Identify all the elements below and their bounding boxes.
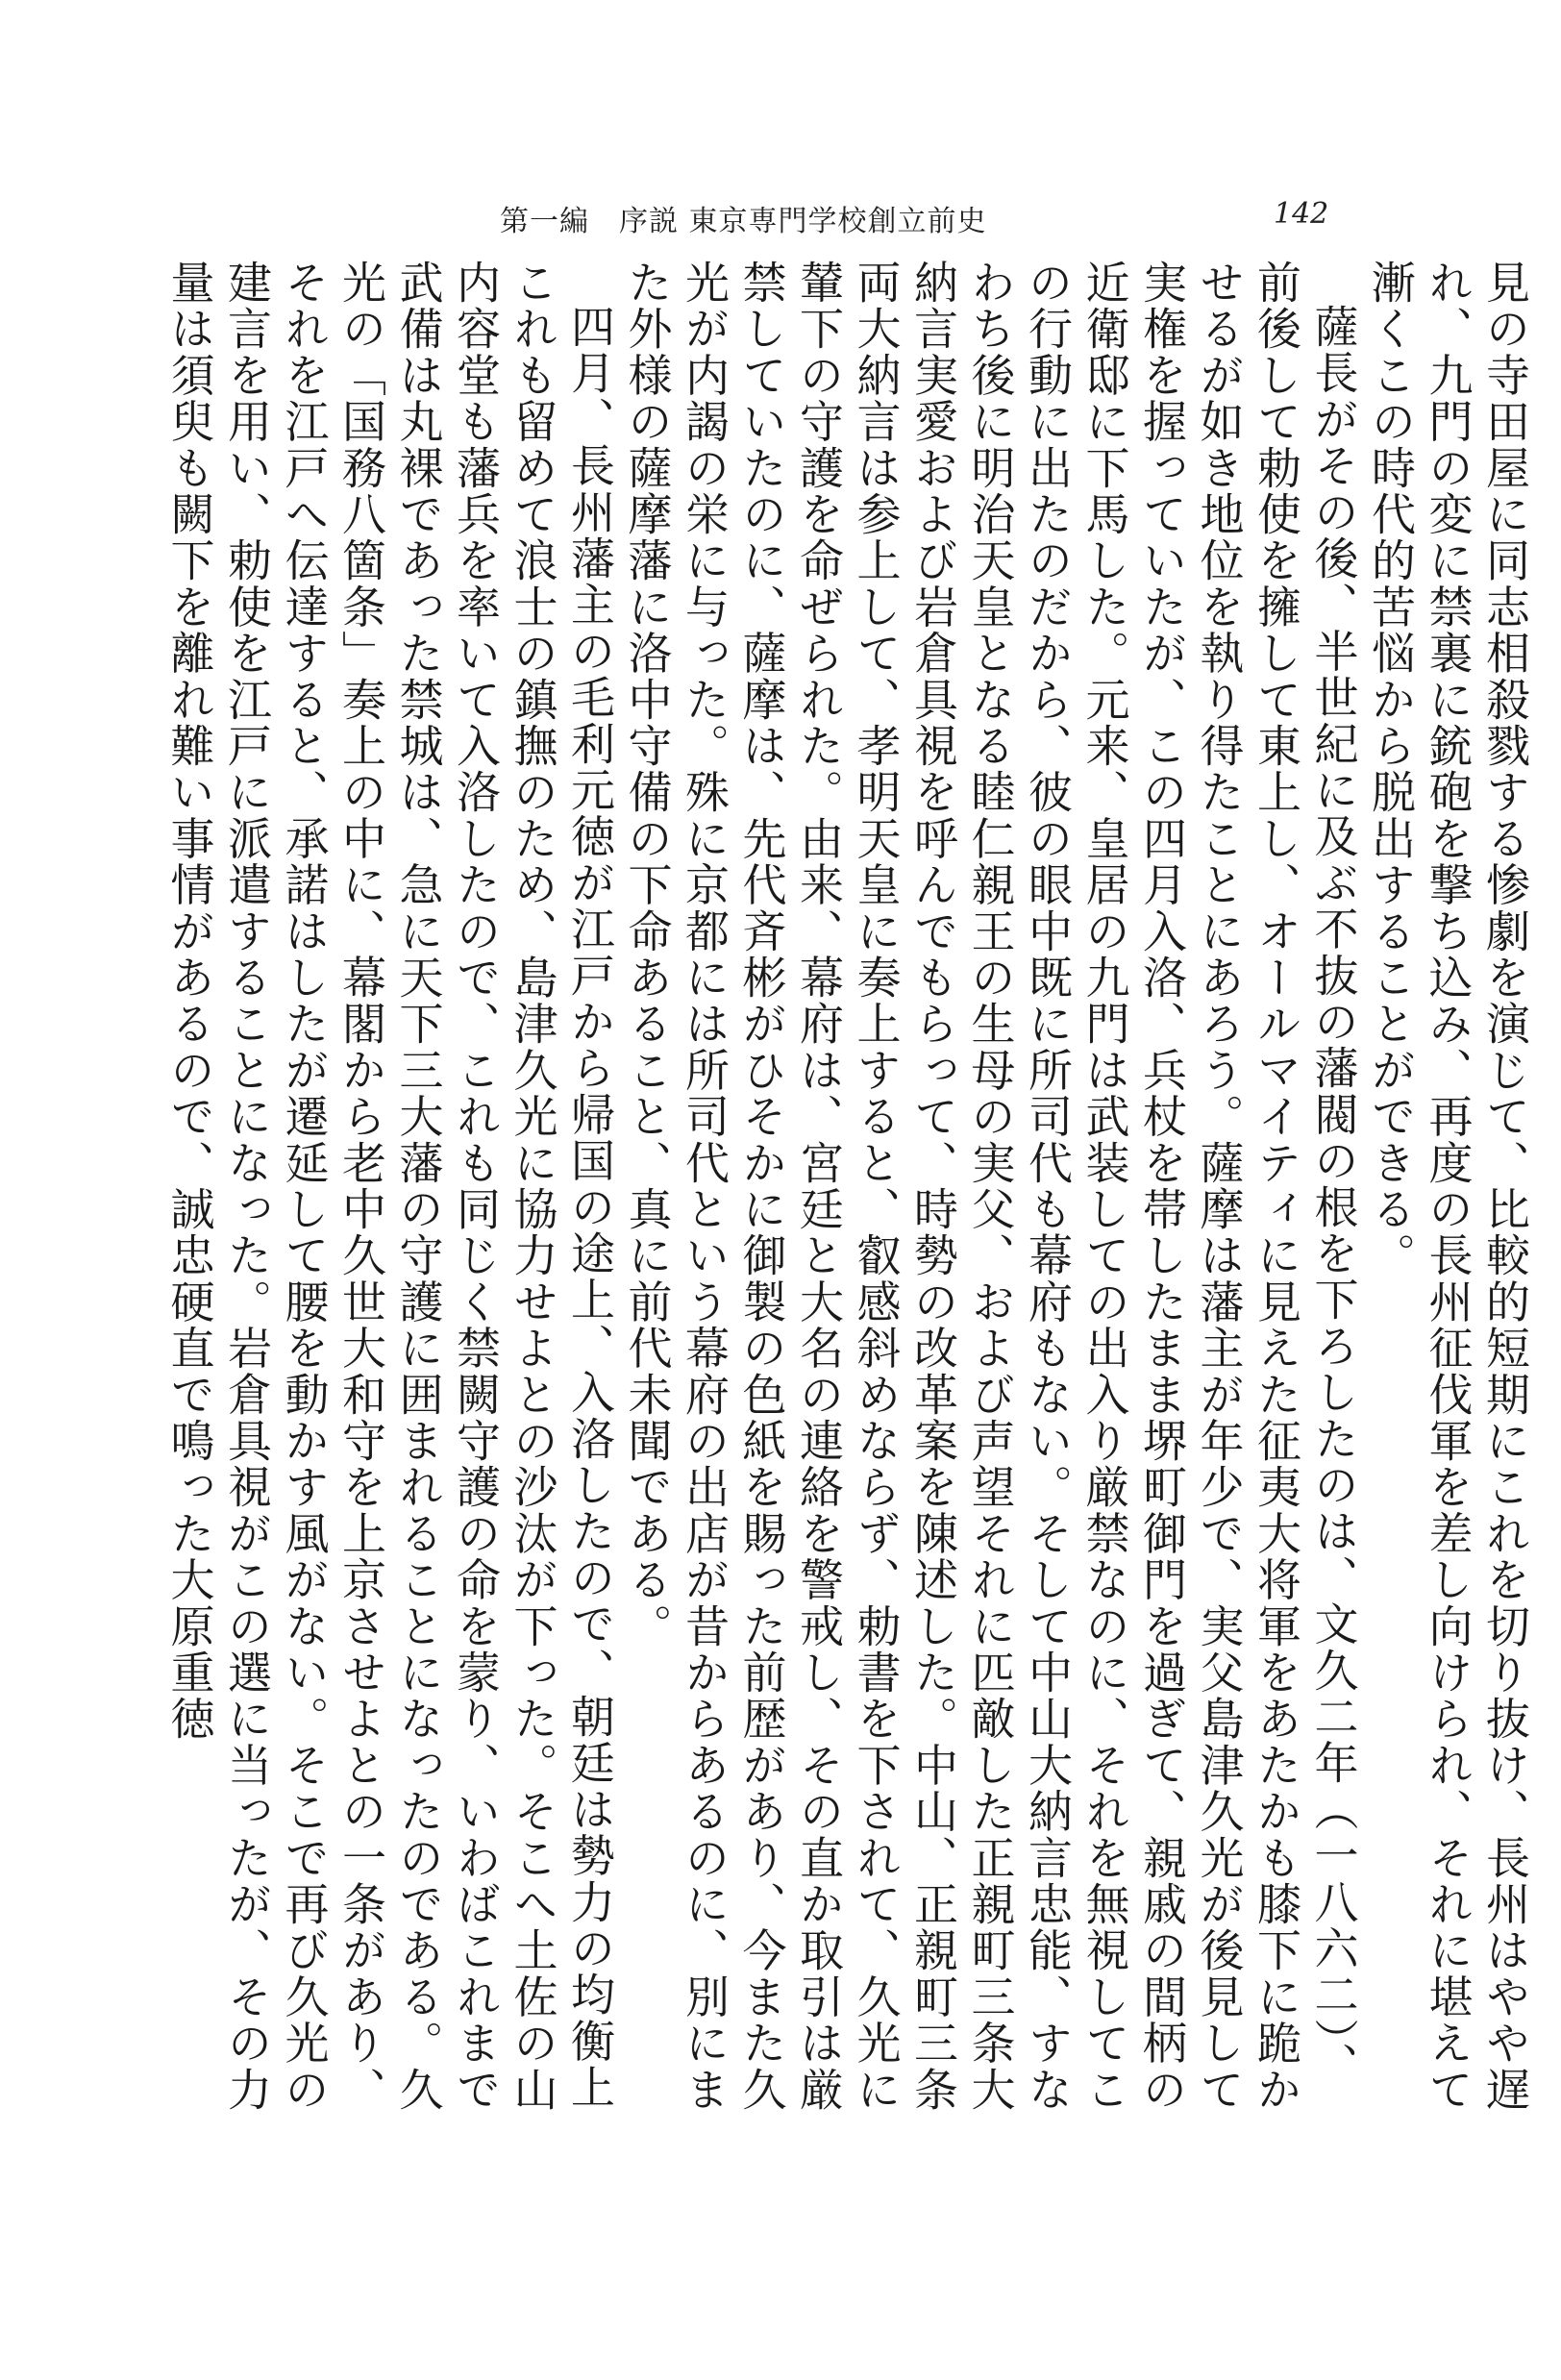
- paragraph-continued: 見の寺田屋に同志相殺戮する惨劇を演じて、比較的短期にこれを切り抜け、長州はやや遅れ、九門の変に禁裏に銃砲を撃ち込み、再度の長州征伐軍を差し向けられ、それに堪えて漸くこの時代的苦悩から脱出することができる。: [1365, 260, 1531, 2113]
- paragraph: 四月、長州藩主の毛利元徳が江戸から帰国の途上、入洛したので、朝廷は勢力の均衡上これも留めて浪士の鎮撫のため、島津久光に協力せよとの沙汰が下った。そこへ土佐の山内容堂も藩兵を率いて入洛したので、これも同じく禁闕守護の命を蒙り、いわばこれまで武備は丸裸であった禁城は、急に天下三大藩の守護に囲まれることになったのである。久光の「国務八箇条」奏上の中に、幕閣から老中久世大和守を上京させよとの一条があり、それを江戸へ伝達すると、承諾はしたが遷延して腰を動かす風がない。そこで再び久光の建言を用い、勅使を江戸に派遣することになった。岩倉具視がこの選に当ったが、その力量は須臾も闕下を離れ難い事情があるので、誠忠硬直で鳴った大原重徳: [163, 260, 616, 2113]
- page-number: 142: [1274, 197, 1329, 231]
- running-header-title: 第一編 序説 東京専門学校創立前史: [500, 205, 987, 238]
- paragraph: 薩長がその後、半世紀に及ぶ不抜の藩閥の根を下ろしたのは、文久二年（一八六二）、前後して勅使を擁して東上し、オールマイティに見えた征夷大将軍をあたかも膝下に跪かせるが如き地位を執り得たことにあろう。薩摩は藩主が年少で、実父島津久光が後見して実権を握っていたが、この四月入洛、兵杖を帯したまま堺町御門を過ぎて、親戚の間柄の近衛邸に下馬した。元来、皇居の九門は武装しての出入り厳禁なのに、それを無視してこの行動に出たのだから、彼の眼中既に所司代も幕府もない。そして中山大納言忠能、すなわち後に明治天皇となる睦仁親王の生母の実父、および声望それに匹敵した正親町三条大納言実愛および岩倉具視を呼んでもらって、時勢の改革案を陳述した。中山、正親町三条両大納言は参上して、孝明天皇に奏上すると、叡感斜めならず、勅書を下されて、久光に輦下の守護を命ぜられた。由来、幕府は、宮廷と大名の連絡を警戒し、その直か取引は厳禁していたのに、薩摩は、先代斉彬がひそかに御製の色紙を賜った前歴があり、今また久光が内謁の栄に与った。殊に京都には所司代という幕府の出店が昔からあるのに、別にまた外様の薩摩藩に洛中守備の下命あること、真に前代未聞である。: [621, 260, 1360, 2113]
- vertical-text-body: [163, 260, 1533, 2124]
